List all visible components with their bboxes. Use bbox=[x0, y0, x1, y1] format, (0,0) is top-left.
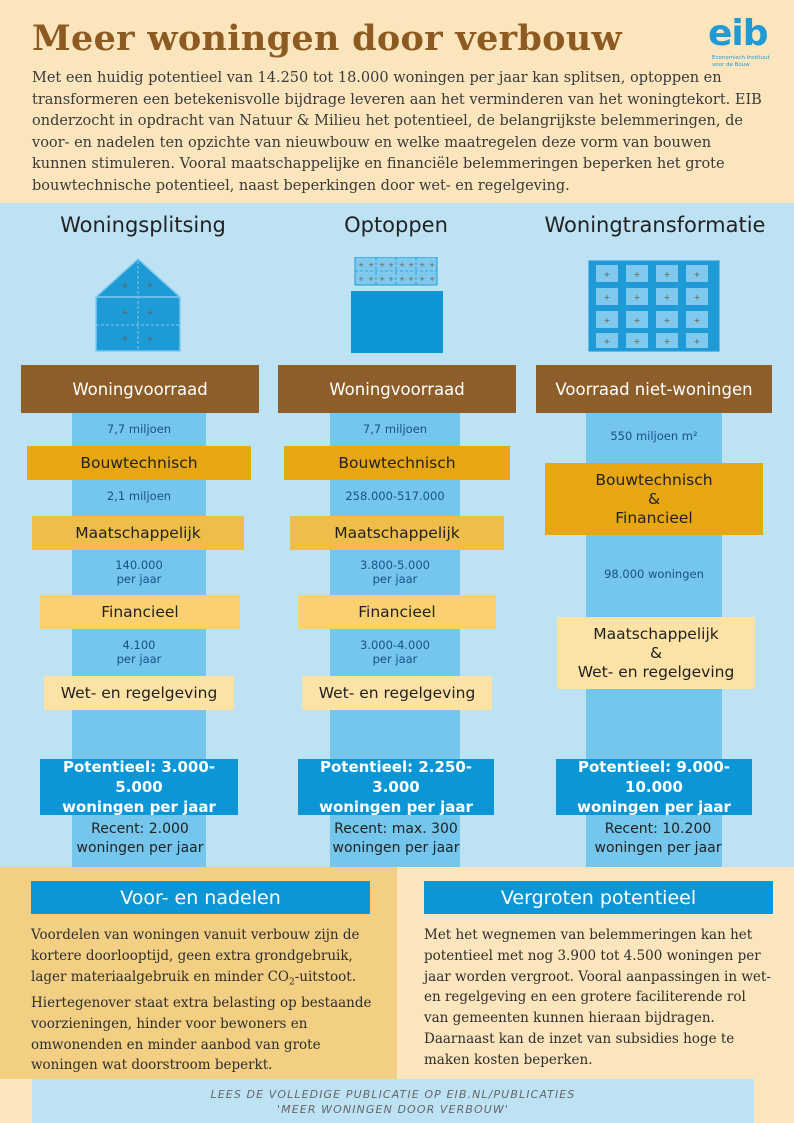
footer-line1[interactable]: LEES DE VOLLEDIGE PUBLICATIE OP EIB.NL/PUBLICATIES bbox=[210, 1088, 576, 1101]
step-label-line: Wet- en regelgeving bbox=[577, 662, 735, 681]
svg-text:+: + bbox=[388, 261, 394, 269]
recent-line: Recent: 10.200 bbox=[604, 821, 712, 837]
svg-text:+: + bbox=[379, 275, 385, 283]
stock-box-transformatie: Voorraad niet-woningen bbox=[536, 365, 772, 413]
step-bouwtechnisch-optoppen: Bouwtechnisch bbox=[284, 446, 510, 480]
svg-text:+: + bbox=[408, 275, 414, 283]
house-split-icon bbox=[95, 257, 181, 353]
svg-text:+: + bbox=[399, 275, 405, 283]
increase-potential-heading: Vergroten potentieel bbox=[424, 881, 773, 914]
value-after-bouwtechnisch-transformatie: 98.000 woningen bbox=[604, 567, 704, 581]
logo-subtitle-line1: Economisch Instituut bbox=[712, 55, 770, 61]
pros-cons-text bbox=[31, 925, 377, 1076]
svg-text:+: + bbox=[121, 281, 129, 290]
step-label-line: & bbox=[649, 643, 663, 662]
svg-text:+: + bbox=[663, 337, 671, 346]
svg-text:+: + bbox=[633, 316, 641, 325]
potential-line: woningen per jaar bbox=[319, 798, 473, 816]
svg-text:+: + bbox=[663, 270, 671, 279]
step-wetgeving-optoppen: Wet- en regelgeving bbox=[302, 676, 492, 710]
potential-line: Potentieel: 2.250-3.000 bbox=[319, 758, 472, 796]
logo-wordmark: eib bbox=[708, 13, 768, 54]
step-label-line: Maatschappelijk bbox=[593, 624, 719, 643]
potential-line: Potentieel: 9.000-10.000 bbox=[577, 758, 730, 796]
svg-text:+: + bbox=[429, 275, 435, 283]
svg-text:+: + bbox=[358, 275, 364, 283]
svg-text:+: + bbox=[121, 334, 129, 343]
step-maatschappelijk-splitsing: Maatschappelijk bbox=[32, 516, 244, 550]
stock-box-splitsing: Woningvoorraad bbox=[21, 365, 259, 413]
step-maatschappelijk-wetgeving-transformatie bbox=[557, 617, 755, 689]
value-line: per jaar bbox=[116, 652, 162, 666]
svg-text:+: + bbox=[603, 337, 611, 346]
increase-potential-text: Met het wegnemen van belemmeringen kan het potentieel met nog 3.900 tot 4.500 woningen per jaar worden vergroot. Vooral aanpassingen in wet- en regelgeving en een grotere faciliterende rol van gemeenten kunnen hieraan bijdragen. Daarnaast kan de inzet van subsidies hoge te maken kosten beperken. bbox=[424, 927, 771, 1068]
recent-line: Recent: 2.000 bbox=[91, 821, 189, 837]
value-after-maatschappelijk-splitsing bbox=[72, 558, 206, 586]
stock-value-transformatie: 550 miljoen m² bbox=[610, 429, 698, 443]
page-title: Meer woningen door verbouw bbox=[32, 18, 622, 59]
pros-cons-heading: Voor- en nadelen bbox=[31, 881, 370, 914]
step-wetgeving-splitsing: Wet- en regelgeving bbox=[44, 676, 234, 710]
value-after-financieel-splitsing bbox=[72, 638, 206, 666]
recent-line: woningen per jaar bbox=[76, 840, 204, 856]
svg-text:+: + bbox=[146, 334, 154, 343]
step-label-line: Bouwtechnisch bbox=[595, 470, 713, 489]
svg-text:+: + bbox=[663, 316, 671, 325]
potential-line: woningen per jaar bbox=[62, 798, 216, 816]
svg-text:+: + bbox=[603, 270, 611, 279]
recent-line: Recent: max. 300 bbox=[334, 821, 458, 837]
svg-text:+: + bbox=[388, 275, 394, 283]
value-line: per jaar bbox=[116, 572, 162, 586]
step-label-line: Financieel bbox=[615, 508, 693, 527]
building-topup-icon bbox=[349, 257, 443, 353]
value-after-bouwtechnisch-splitsing: 2,1 miljoen bbox=[106, 489, 172, 503]
recent-transformatie bbox=[548, 820, 768, 858]
value-after-financieel-optoppen bbox=[330, 638, 460, 666]
stock-box-optoppen: Woningvoorraad bbox=[278, 365, 516, 413]
step-maatschappelijk-optoppen: Maatschappelijk bbox=[290, 516, 504, 550]
recent-optoppen bbox=[286, 820, 506, 858]
value-after-maatschappelijk-optoppen bbox=[330, 558, 460, 586]
co2-subscript: 2 bbox=[288, 977, 295, 988]
svg-text:+: + bbox=[603, 316, 611, 325]
stock-value-optoppen: 7,7 miljoen bbox=[362, 422, 428, 436]
value-line: 3.800-5.000 bbox=[360, 558, 430, 572]
potential-line: woningen per jaar bbox=[577, 798, 731, 816]
value-line: 4.100 bbox=[122, 638, 156, 652]
pros-cons-text-part1: Voordelen van woningen vanuit verbouw zijn de kortere doorlooptijd, geen extra grondgebruik, lager materiaalgebruik en minder CO bbox=[31, 927, 360, 985]
value-after-bouwtechnisch-optoppen: 258.000-517.000 bbox=[345, 489, 445, 503]
svg-text:+: + bbox=[121, 308, 129, 317]
svg-text:+: + bbox=[146, 281, 154, 290]
svg-text:+: + bbox=[379, 261, 385, 269]
value-line: 140.000 bbox=[115, 558, 163, 572]
value-line: 3.000-4.000 bbox=[360, 638, 430, 652]
recent-line: woningen per jaar bbox=[594, 840, 722, 856]
increase-potential-panel bbox=[397, 867, 794, 1079]
column-title-transformatie: Woningtransformatie bbox=[544, 213, 766, 237]
potential-box-transformatie bbox=[556, 759, 752, 815]
footer-banner bbox=[32, 1079, 754, 1123]
pros-cons-text-part2: -uitstoot. Hiertegenover staat extra belasting op bestaande voorzieningen, hinder voor bewoners en omwonenden en minder aanbod van grote woningen wat doorstroom beperkt. bbox=[31, 968, 372, 1074]
svg-text:+: + bbox=[358, 261, 364, 269]
diagram-section bbox=[0, 203, 794, 867]
step-financieel-optoppen: Financieel bbox=[298, 595, 496, 629]
svg-text:+: + bbox=[603, 293, 611, 302]
svg-text:+: + bbox=[146, 308, 154, 317]
potential-line: Potentieel: 3.000-5.000 bbox=[62, 758, 215, 796]
stock-value-splitsing: 7,7 miljoen bbox=[106, 422, 172, 436]
step-bouwtechnisch-financieel-transformatie bbox=[545, 463, 763, 535]
recent-splitsing bbox=[30, 820, 250, 858]
svg-text:+: + bbox=[419, 261, 425, 269]
svg-text:+: + bbox=[633, 293, 641, 302]
step-bouwtechnisch-splitsing: Bouwtechnisch bbox=[27, 446, 251, 480]
svg-text:+: + bbox=[399, 261, 405, 269]
potential-box-optoppen bbox=[298, 759, 494, 815]
footer-line2: 'MEER WONINGEN DOOR VERBOUW' bbox=[277, 1102, 509, 1116]
column-title-splitsing: Woningsplitsing bbox=[60, 213, 226, 237]
recent-line: woningen per jaar bbox=[332, 840, 460, 856]
svg-text:+: + bbox=[633, 270, 641, 279]
svg-text:+: + bbox=[368, 275, 374, 283]
svg-text:+: + bbox=[693, 337, 701, 346]
svg-text:+: + bbox=[693, 293, 701, 302]
value-line: per jaar bbox=[372, 572, 418, 586]
office-building-icon bbox=[588, 260, 720, 352]
eib-logo bbox=[708, 13, 778, 76]
svg-text:+: + bbox=[419, 275, 425, 283]
column-title-optoppen: Optoppen bbox=[344, 213, 448, 237]
svg-text:+: + bbox=[693, 316, 701, 325]
intro-paragraph: Met een huidig potentieel van 14.250 tot 18.000 woningen per jaar kan splitsen, optoppen en transformeren een betekenisvolle bijdrage leveren aan het verminderen van het woningtekort. EIB onderzocht in opdracht van Natuur & Milieu het potentieel, de belangrijkste belemmeringen, de voor- en nadelen ten opzichte van nieuwbouw en welke maatregelen deze vorm van bouwen kunnen stimuleren. Vooral maatschappelijke en financiële belemmeringen beperken het grote bouwtechnische potentieel, naast beperkingen door wet- en regelgeving. bbox=[32, 70, 762, 194]
logo-subtitle bbox=[712, 55, 778, 68]
svg-text:+: + bbox=[663, 293, 671, 302]
svg-text:+: + bbox=[429, 261, 435, 269]
pros-cons-panel bbox=[0, 867, 397, 1079]
svg-text:+: + bbox=[408, 261, 414, 269]
svg-text:+: + bbox=[693, 270, 701, 279]
potential-box-splitsing bbox=[40, 759, 238, 815]
step-label-line: & bbox=[647, 489, 661, 508]
svg-text:+: + bbox=[368, 261, 374, 269]
logo-subtitle-line2: voor de Bouw bbox=[712, 61, 750, 68]
svg-text:+: + bbox=[633, 337, 641, 346]
value-line: per jaar bbox=[372, 652, 418, 666]
step-financieel-splitsing: Financieel bbox=[40, 595, 240, 629]
